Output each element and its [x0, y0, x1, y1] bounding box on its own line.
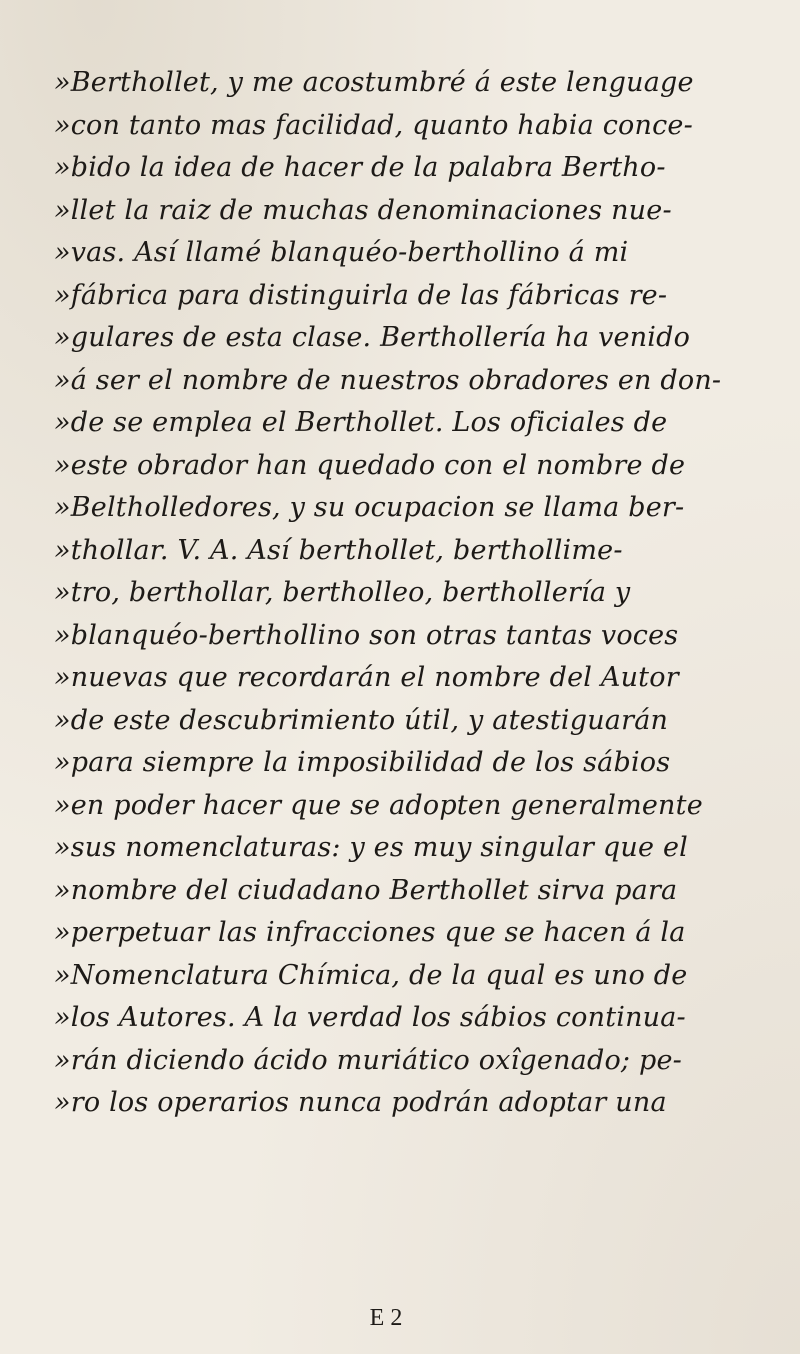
text-line-1: »Berthollet, y me acostumbré á este lenguage: [54, 67, 694, 98]
text-line-4: »llet la raiz de muchas denominaciones nue-: [54, 194, 672, 226]
text-line-15: »nuevas que recordarán el nombre del Autor: [54, 662, 679, 693]
text-line-6: »fábrica para distinguirla de las fábricas re-: [54, 279, 668, 311]
text-line-11: »Beltholledores, y su ocupacion se llama ber-: [54, 492, 685, 523]
signature-mark: E 2: [369, 1305, 403, 1331]
text-line-17: »para siempre la imposibilidad de los sábios: [54, 747, 671, 778]
text-line-5: »vas. Así llamé blanquéo-berthollino á mi: [54, 237, 629, 268]
text-line-22: »Nomenclatura Chímica, de la qual es uno de: [54, 959, 688, 991]
text-line-3: »bido la idea de hacer de la palabra Bertho-: [54, 152, 666, 183]
text-line-19: »sus nomenclaturas: y es muy singular que el: [54, 832, 688, 863]
body-text: [54, 62, 754, 1125]
text-line-14: »blanquéo-berthollino son otras tantas voces: [54, 619, 679, 651]
text-line-23: »los Autores. A la verdad los sábios continua-: [54, 1002, 686, 1033]
text-line-13: »tro, berthollar, bertholleo, berthollería y: [54, 577, 631, 608]
text-line-8: »á ser el nombre de nuestros obradores en don-: [54, 364, 722, 396]
text-line-9: »de se emplea el Berthollet. Los oficiales de: [54, 407, 668, 438]
text-line-12: »thollar. V. A. Así berthollet, berthollime-: [54, 534, 623, 566]
page-signature: [0, 1305, 800, 1332]
text-line-10: »este obrador han quedado con el nombre de: [54, 449, 686, 481]
text-line-7: »gulares de esta clase. Berthollería ha venido: [54, 322, 691, 353]
text-line-24: »rán diciendo ácido muriático oxîgenado; pe-: [54, 1044, 682, 1076]
text-line-21: »perpetuar las infracciones que se hacen á la: [54, 917, 686, 948]
text-line-20: »nombre del ciudadano Berthollet sirva para: [54, 874, 678, 906]
text-line-2: »con tanto mas facilidad, quanto habia conce-: [54, 109, 693, 141]
text-line-16: »de este descubrimiento útil, y atestiguarán: [54, 704, 669, 736]
text-line-18: »en poder hacer que se adopten generalmente: [54, 789, 703, 821]
text-line-25: »ro los operarios nunca podrán adoptar una: [54, 1087, 667, 1118]
